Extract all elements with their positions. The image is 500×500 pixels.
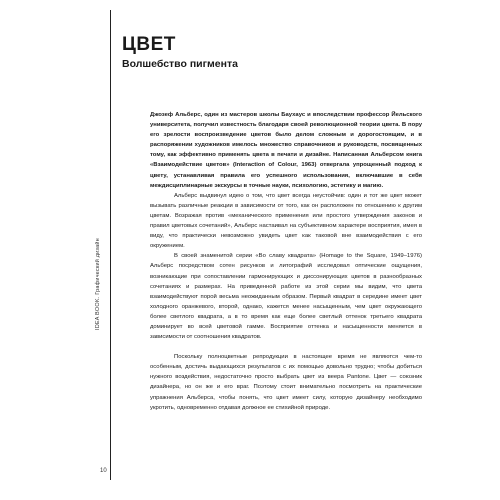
lead-paragraph: Джозеф Альберс, один из мастеров школы Баухаус и впоследствии профессор Йельского университета, получил известность благодаря своей революционной теории цвета. В пору его зрелости воспроизведение цветов было делом сложным и дорогостоящим, и в распоряжении художников имелось множество справочников и руководств, посвященных тому, как эффективно применять цвета в печати и дизайне. Написанная Альберсом книга «Взаимодействие цветов» (Interaction of Colour, 1963) отвергала упрощенный подход к цвету, устанавливая правила его успешного использования, включавшие в себя междисциплинарные экскурсы в точные науки, психологию, эстетику и магию. — [150, 112, 422, 189]
chapter-title: ЦВЕТ — [122, 34, 176, 55]
running-head: IDEA BOOK. Графический дизайн — [95, 238, 101, 330]
margin-rule — [110, 10, 111, 480]
body-text — [150, 110, 422, 413]
chapter-subtitle: Волшебство пигмента — [122, 58, 238, 70]
body-paragraph: В своей знаменитой серии «Во славу квадрата» (Homage to the Square, 1949–1976) Альберс посредством сотен рисунков и литографий исследовал оптические ощущения, возникающие при сопоставлении гармонирующих и диссонирующих цветов в разнообразных сочетаниях и размерах. На приведенной работе из этой серии мы видим, что цвета взаимодействуют порой весьма неожиданным образом. Первый квадрат в середине имеет цвет холодного оранжевого, второй, однако, кажется менее насыщенным, чем цвет окружающего более светлого квадрата, а в то время как еще более светлый оттенок третьего квадрата доминирует во всей цветовой гамме. Восприятие оттенка и насыщенности меняется в зависимости от соотношения квадратов. — [150, 253, 422, 341]
page-number: 10 — [100, 468, 107, 474]
body-paragraph: Поскольку полноцветные репродукции в настоящее время не являются чем-то особенным, достичь выдающихся результатов с их помощью довольно трудно; чтобы добиться нужного воздействия, недостаточно просто выбрать цвет из веера Pantone. Цвет — союзник дизайнера, но он же и его враг. Поэтому стоит внимательно посмотреть на практические упражнения Альберса, чтобы понять, что цвет имеет силу, которую дизайнеру необходимо укротить, одновременно отдавая должное ее стихийной природе. — [150, 354, 422, 411]
body-paragraph: Альберс выдвинул идею о том, что цвет всегда неустойчив: один и тот же цвет может вызывать различные реакции в зависимости от того, как он расположен по отношению к другим цветам. Возражая против «механического применения или простого утверждения законов и правил цветовых сочетаний», Альберс настаивал на субъективном характере восприятия, имея в виду, что практически невозможно увидеть цвет как таковой вне взаимодействия с его окружением. — [150, 192, 422, 250]
